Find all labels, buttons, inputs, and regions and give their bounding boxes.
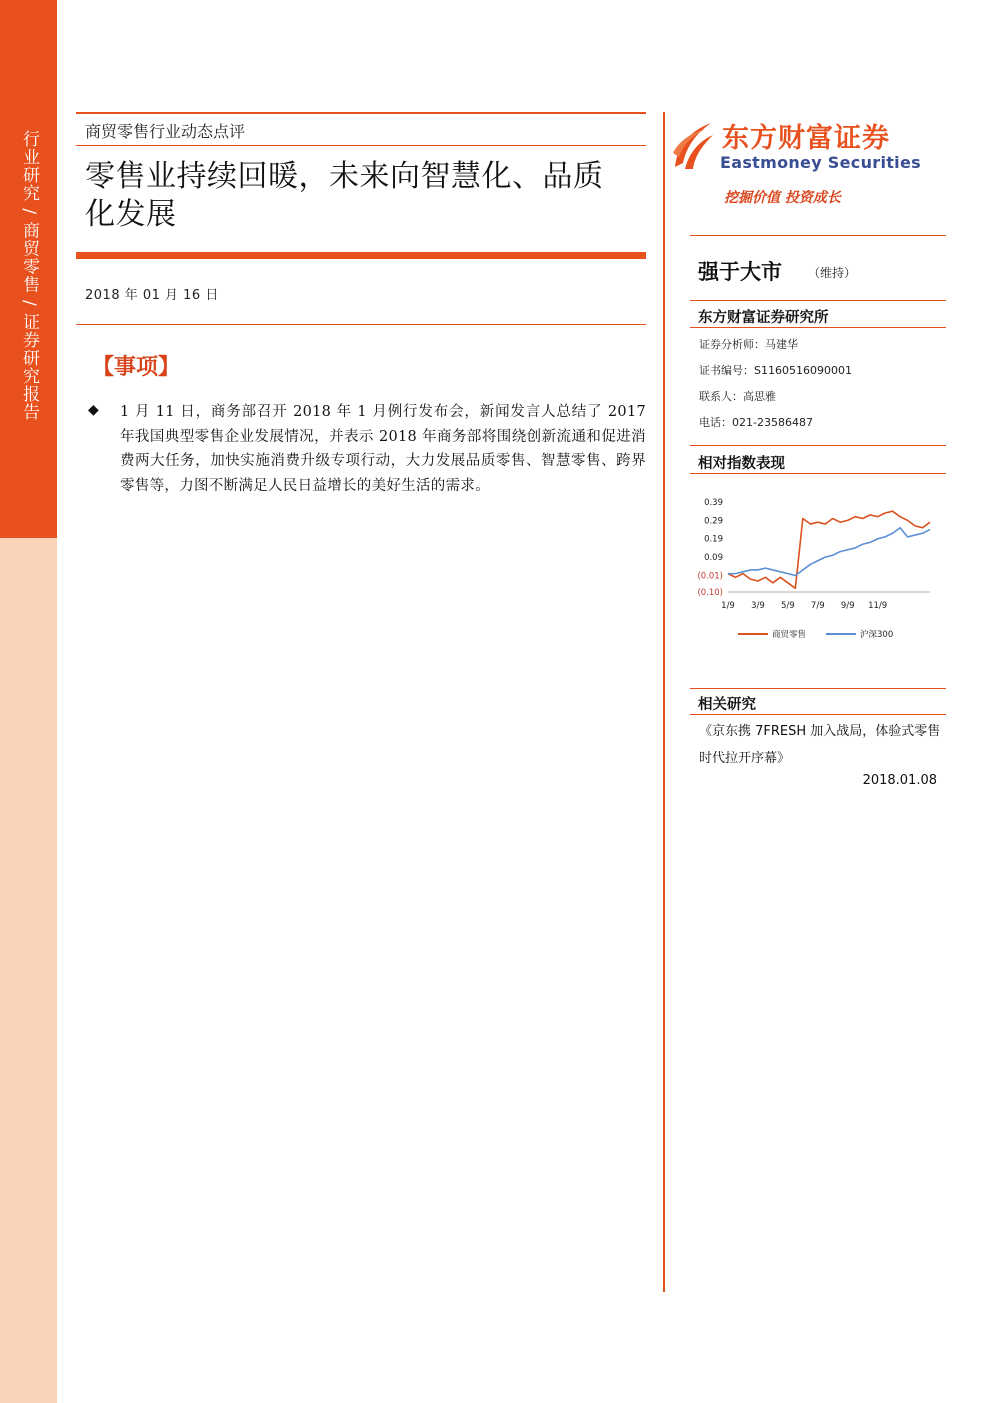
y-tick-label: 0.09 <box>704 553 723 564</box>
chart-rule-top <box>690 445 946 446</box>
related-rule-bottom <box>690 714 946 715</box>
x-tick-label: 7/9 <box>810 601 825 611</box>
x-tick-label: 11/9 <box>868 601 888 611</box>
column-divider <box>663 112 665 1292</box>
date-rule <box>76 324 646 325</box>
y-tick-label: (0.01) <box>697 571 723 582</box>
brand-slogan: 挖掘价值 投资成长 <box>724 190 841 206</box>
rating-note: （维持） <box>808 266 857 280</box>
sidebar-label: 行业研究 / 商贸零售 / 证券研究报告 <box>19 130 39 422</box>
legend-label: 沪深300 <box>860 630 894 640</box>
institute-rule-bottom <box>690 327 946 328</box>
title-line-2: 化发展 <box>85 197 177 232</box>
legend-label: 商贸零售 <box>772 630 807 640</box>
related-report-date: 2018.01.08 <box>862 773 937 788</box>
bullet-diamond-icon: ◆ <box>88 402 99 418</box>
x-tick-label: 5/9 <box>781 601 795 611</box>
related-rule-top <box>690 688 946 689</box>
sidebar-band-lower <box>0 538 57 1403</box>
section-heading: 【事项】 <box>92 354 181 380</box>
y-tick-label: 0.39 <box>704 498 723 508</box>
x-tick-label: 1/9 <box>721 601 735 611</box>
series-line-csi300 <box>728 528 930 576</box>
report-title <box>85 158 645 234</box>
report-date: 2018 年 01 月 16 日 <box>85 288 219 303</box>
y-tick-label: 0.29 <box>704 516 723 527</box>
institute-name: 东方财富证券研究所 <box>698 310 829 326</box>
header-rule <box>76 112 646 114</box>
title-rule <box>76 252 646 259</box>
brand-name-en: Eastmoney Securities <box>720 153 921 172</box>
brand-name-cn: 东方财富证券 <box>722 123 890 154</box>
y-tick-label: (0.10) <box>697 588 723 598</box>
title-line-1: 零售业持续回暖，未来向智慧化、品质 <box>85 159 604 194</box>
relative-index-chart-svg <box>690 488 946 658</box>
rating-rule-top <box>690 235 946 236</box>
series-line-retail <box>728 511 930 588</box>
analyst-cert: 证书编号：S1160516090001 <box>699 364 852 377</box>
relative-index-chart <box>690 488 946 658</box>
report-category: 商贸零售行业动态点评 <box>85 122 246 141</box>
analyst-name: 证券分析师：马建华 <box>699 338 798 351</box>
x-tick-label: 9/9 <box>840 601 855 611</box>
institute-rule <box>690 300 946 301</box>
chart-rule-bottom <box>690 473 946 474</box>
rating-value: 强于大市 <box>698 260 782 284</box>
related-heading: 相关研究 <box>698 697 756 713</box>
eastmoney-swirl-logo-icon <box>671 117 715 173</box>
category-rule <box>76 145 646 146</box>
contact-phone: 电话：021-23586487 <box>699 416 813 429</box>
contact-name: 联系人：高思雅 <box>699 390 776 403</box>
x-tick-label: 3/9 <box>751 601 765 611</box>
related-report-link[interactable]: 《京东携 7FRESH 加入战局，体验式零售时代拉开序幕》 <box>699 724 941 766</box>
y-tick-label: 0.19 <box>704 534 723 545</box>
body-paragraph: 1 月 11 日，商务部召开 2018 年 1 月例行发布会，新闻发言人总结了 2017 年我国典型零售企业发展情况，并表示 2018 年商务部将围绕创新流通和促进消费两大任务，加快实施消费升级专项行动，大力发展品质零售、智慧零售、跨界零售等，力图不断满足人民日益增长的美好生活的需求。 <box>120 404 646 494</box>
chart-heading: 相对指数表现 <box>698 456 785 472</box>
